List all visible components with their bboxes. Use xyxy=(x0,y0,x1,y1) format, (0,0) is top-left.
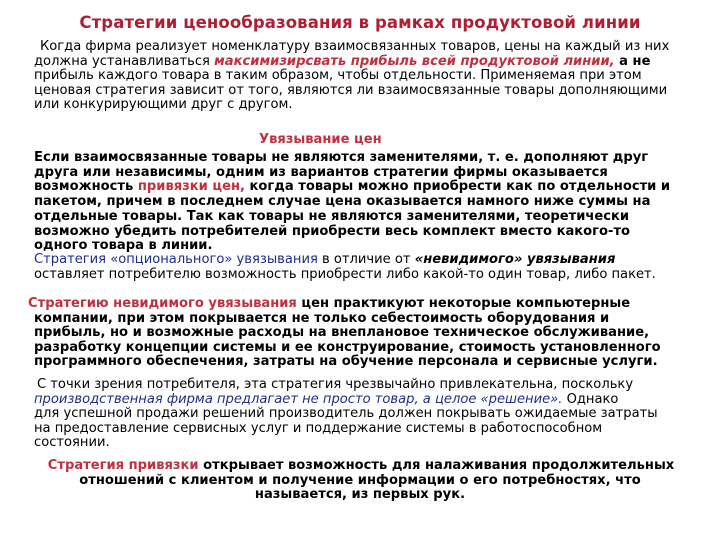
p1-line-5: отдельные товары. Так как товары не являются заменителями, теоретически xyxy=(34,208,630,224)
p4-emphasis: производственная фирма предлагает не просто товар, а целое «решение». xyxy=(34,391,563,407)
p2-line-2: оставляет потребителю возможность приобрести либо какой-то один товар, либо пакет. xyxy=(34,266,656,282)
intro-line-5: или конкурирующими друг с другом. xyxy=(34,97,293,113)
paragraph-invisible-bundling xyxy=(28,297,661,370)
intro-line-4: ценовая стратегия зависит от того, являются ли взаимосвязанные товары дополняющими xyxy=(34,82,668,98)
intro-line-2: должна устанавливаться максимизирсвать прибыль всей продуктовой линии, а не xyxy=(34,53,651,69)
p1-line-2: друга или независимы, одним из вариантов стратегии фирмы оказывается xyxy=(34,164,608,180)
p2-line-1: Стратегия «опционального» увязывания в отличие от «невидимого» увязывания xyxy=(34,252,616,267)
paragraph-price-bundling xyxy=(34,151,670,254)
p5-line-1: Стратегия привязки открывает возможность для налаживания продолжительных xyxy=(47,458,675,473)
p5-line-2: отношений с клиентом и получение информации о его потребностях, что xyxy=(79,472,641,488)
p3-emphasis: Стратегию невидимого увязывания xyxy=(28,296,297,311)
p3-line-5: программного обеспечения, затраты на обучение персонала и сервисные услуги. xyxy=(34,354,658,370)
p4-line-2: производственная фирма предлагает не просто товар, а целое «решение». Однако xyxy=(34,391,619,407)
p3-line-2: компании, при этом покрывается не только себестоимость оборудования и xyxy=(34,310,610,326)
intro-paragraph xyxy=(34,40,669,113)
p4-line-5: состоянии. xyxy=(34,435,110,451)
p1-line-3: возможность привязки цен, когда товары можно приобрести как по отдельности и xyxy=(34,179,671,195)
intro-line-1: Когда фирма реализует номенклатуру взаимосвязанных товаров, цены на каждый из них xyxy=(40,39,670,54)
p4-line-1: С точки зрения потребителя, эта стратегия чрезвычайно привлекательна, поскольку xyxy=(37,377,634,392)
p3-line-1: Стратегию невидимого увязывания цен практикуют некоторые компьютерные xyxy=(28,296,631,311)
p3-line-3: прибыль, но и возможные расходы на внеплановое техническое обслуживание, xyxy=(34,325,650,341)
p4-line-4: на предоставление сервисных услуг и поддержание системы в работоспособном xyxy=(34,420,603,436)
p3-line-4: разработку концепции системы и ее конструирование, стоимость установленного xyxy=(34,339,661,355)
paragraph-tying-strategy xyxy=(0,459,720,503)
p2-emphasis-2: «невидимого» увязывания xyxy=(414,252,616,267)
p1-emphasis: привязки цен, xyxy=(137,179,245,195)
p5-line-3: называется, из первых рук. xyxy=(254,487,466,503)
p1-line-1: Если взаимосвязанные товары не являются заменителями, т. е. дополняют друг xyxy=(34,150,649,165)
p1-line-7: одного товара в линии. xyxy=(34,238,213,254)
p1-line-6: возможно убедить потребителей приобрести весь комплект вместо какого-то xyxy=(34,223,631,239)
p1-line-4: пакетом, причем в последнем случае цена оказывается намного ниже суммы на xyxy=(34,194,651,210)
subheading: Увязывание цен xyxy=(259,132,382,147)
intro-line-3: прибыль каждого товара в таким образом, чтобы отдельности. Применяемая при этом xyxy=(34,68,642,84)
paragraph-optional-bundling xyxy=(34,253,656,282)
p4-line-3: для успешной продажи решений производитель должен покрывать ожидаемые затраты xyxy=(34,406,658,422)
intro-emphasis: максимизирсвать прибыль всей продуктовой линии, xyxy=(214,53,615,69)
p2-emphasis: Стратегия «опционального» увязывания xyxy=(34,252,318,267)
paragraph-consumer-view xyxy=(34,378,658,451)
p5-emphasis: Стратегия привязки xyxy=(47,458,199,473)
slide-title: Стратегии ценообразования в рамках продуктовой линии xyxy=(79,13,641,32)
